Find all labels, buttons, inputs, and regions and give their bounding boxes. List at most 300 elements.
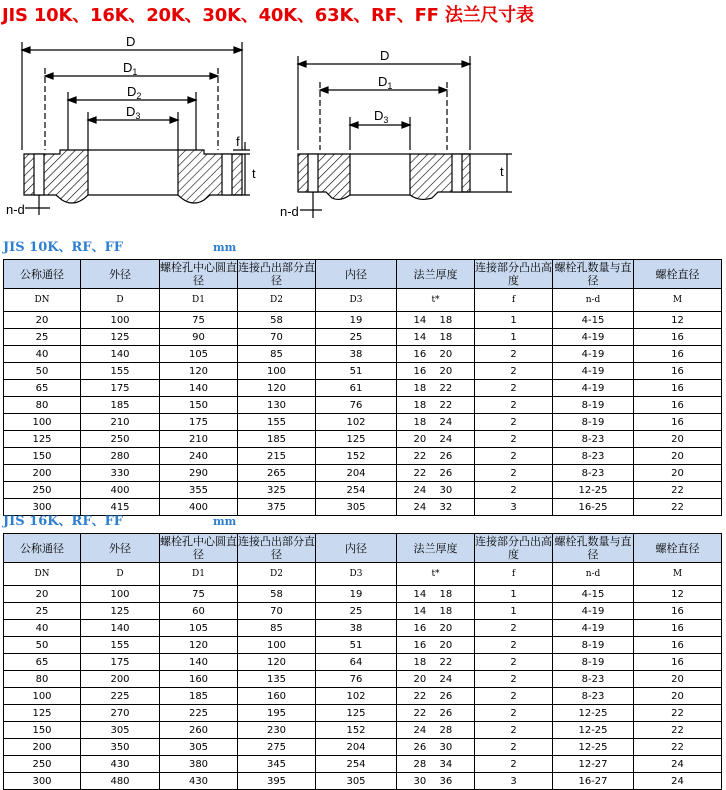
- table-cell: 2: [475, 465, 553, 482]
- thickness-cell: [397, 312, 475, 329]
- table-cell: 12: [634, 312, 722, 329]
- thickness-rf: 18: [439, 331, 453, 343]
- table-cell: 430: [160, 773, 238, 790]
- thickness-cell: [397, 705, 475, 722]
- table-cell: 2: [475, 620, 553, 637]
- thickness-ff: 22: [413, 467, 427, 479]
- table-cell: 20: [4, 586, 81, 603]
- table-cell: 51: [316, 637, 397, 654]
- table-cell: 280: [81, 448, 160, 465]
- table-cell: 8-19: [553, 397, 634, 414]
- col-header: 法兰厚度: [397, 260, 475, 289]
- thickness-ff: 22: [413, 450, 427, 462]
- thickness-cell: [397, 414, 475, 431]
- table-cell: 105: [160, 346, 238, 363]
- table-cell: 152: [316, 722, 397, 739]
- section-title-text: JIS 10K、RF、FF: [3, 240, 124, 255]
- thickness-ff: 28: [413, 758, 427, 770]
- dim-label-d2: $D_2$: [127, 84, 142, 101]
- table-cell: 1: [475, 603, 553, 620]
- table-row: [4, 705, 722, 722]
- table-cell: 60: [160, 603, 238, 620]
- table-cell: 2: [475, 414, 553, 431]
- flange-drawing: [0, 30, 726, 238]
- flange-table-10k: [3, 259, 722, 516]
- table-cell: 16: [634, 397, 722, 414]
- thickness-ff: 24: [413, 724, 427, 736]
- symbol-cell: D1: [160, 563, 238, 586]
- table-cell: 51: [316, 363, 397, 380]
- thickness-cell: [397, 739, 475, 756]
- table-cell: 25: [4, 329, 81, 346]
- thickness-rf: 26: [439, 450, 453, 462]
- table-cell: 2: [475, 739, 553, 756]
- table-cell: 16: [634, 620, 722, 637]
- table-cell: 80: [4, 397, 81, 414]
- table-cell: 204: [316, 465, 397, 482]
- table-cell: 155: [81, 363, 160, 380]
- thickness-rf: 36: [439, 775, 453, 787]
- symbol-cell: DN: [4, 563, 81, 586]
- thickness-cell: [397, 346, 475, 363]
- table-header-row: [4, 534, 722, 563]
- table-cell: 152: [316, 448, 397, 465]
- table-cell: 75: [160, 586, 238, 603]
- table-cell: 125: [316, 431, 397, 448]
- thickness-rf: 24: [439, 673, 453, 685]
- table-cell: 395: [238, 773, 316, 790]
- thickness-rf: 18: [439, 605, 453, 617]
- table-cell: 2: [475, 346, 553, 363]
- table-cell: 330: [81, 465, 160, 482]
- thickness-cell: [397, 397, 475, 414]
- table-cell: 16-27: [553, 773, 634, 790]
- col-header: 螺栓孔数量与直径: [554, 261, 632, 287]
- table-cell: 12: [634, 586, 722, 603]
- col-header: 公称通径: [4, 534, 81, 563]
- table-cell: 200: [81, 671, 160, 688]
- thickness-ff: 26: [413, 741, 427, 753]
- table-cell: 175: [160, 414, 238, 431]
- table-cell: 40: [4, 620, 81, 637]
- symbol-cell: t*: [397, 289, 475, 312]
- thickness-ff: 20: [413, 673, 427, 685]
- table-cell: 2: [475, 448, 553, 465]
- thickness-rf: 22: [439, 382, 453, 394]
- symbol-cell: M: [634, 289, 722, 312]
- table-row: [4, 431, 722, 448]
- thickness-cell: [397, 499, 475, 516]
- table-cell: 22: [634, 482, 722, 499]
- col-header: 内径: [316, 534, 397, 563]
- table-cell: 204: [316, 739, 397, 756]
- col-header: 螺栓孔数量与直径: [554, 535, 632, 561]
- table-cell: 150: [4, 448, 81, 465]
- symbol-cell: D2: [238, 563, 316, 586]
- section-unit: mm: [213, 515, 237, 528]
- thickness-rf: 22: [439, 399, 453, 411]
- table-cell: 12-27: [553, 756, 634, 773]
- table-row: [4, 586, 722, 603]
- table-cell: 8-23: [553, 465, 634, 482]
- table-cell: 22: [634, 705, 722, 722]
- table-cell: 8-19: [553, 637, 634, 654]
- table-cell: 254: [316, 756, 397, 773]
- col-header: 连接凸出部分直径: [238, 261, 315, 287]
- thickness-rf: 22: [439, 656, 453, 668]
- table-cell: 345: [238, 756, 316, 773]
- table-cell: 16: [634, 329, 722, 346]
- thickness-ff: 14: [413, 605, 427, 617]
- thickness-cell: [397, 637, 475, 654]
- col-header: 连接凸出部分直径: [238, 535, 315, 561]
- thickness-ff: 16: [413, 365, 427, 377]
- table-cell: 4-15: [553, 312, 634, 329]
- col-header: 连接部分凸出高度: [475, 261, 552, 287]
- table-cell: 1: [475, 329, 553, 346]
- table-cell: 155: [238, 414, 316, 431]
- thickness-rf: 26: [439, 707, 453, 719]
- thickness-ff: 30: [413, 775, 427, 787]
- thickness-rf: 18: [439, 314, 453, 326]
- thickness-rf: 34: [439, 758, 453, 770]
- dim-label-d1: $D_1$: [123, 60, 138, 77]
- col-header: 外径: [81, 534, 160, 563]
- table-row: [4, 482, 722, 499]
- table-cell: 175: [81, 654, 160, 671]
- table-cell: 125: [4, 431, 81, 448]
- table-cell: 16: [634, 380, 722, 397]
- table-row: [4, 312, 722, 329]
- table-cell: 2: [475, 431, 553, 448]
- thickness-cell: [397, 482, 475, 499]
- col-header: 螺栓孔中心圆直径: [160, 535, 237, 561]
- table-cell: 8-23: [553, 671, 634, 688]
- table-cell: 50: [4, 637, 81, 654]
- thickness-ff: 18: [413, 656, 427, 668]
- symbol-cell: DN: [4, 289, 81, 312]
- table-cell: 16: [634, 414, 722, 431]
- table-cell: 20: [634, 671, 722, 688]
- table-cell: 225: [81, 688, 160, 705]
- table-cell: 8-23: [553, 688, 634, 705]
- thickness-cell: [397, 380, 475, 397]
- thickness-rf: 24: [439, 433, 453, 445]
- table-cell: 265: [238, 465, 316, 482]
- page-title: JIS 10K、16K、20K、30K、40K、63K、RF、FF 法兰尺寸表: [2, 5, 534, 26]
- thickness-rf: 26: [439, 690, 453, 702]
- table-row: [4, 620, 722, 637]
- dim-label-d1-ff: $D_1$: [378, 74, 393, 91]
- table-cell: 105: [160, 620, 238, 637]
- table-cell: 4-19: [553, 620, 634, 637]
- thickness-ff: 14: [413, 331, 427, 343]
- table-cell: 130: [238, 397, 316, 414]
- table-cell: 4-19: [553, 346, 634, 363]
- thickness-ff: 16: [413, 348, 427, 360]
- table-cell: 22: [634, 739, 722, 756]
- thickness-cell: [397, 620, 475, 637]
- thickness-cell: [397, 654, 475, 671]
- table-cell: 100: [238, 363, 316, 380]
- table-cell: 270: [81, 705, 160, 722]
- table-cell: 38: [316, 620, 397, 637]
- dim-label-nd-ff: n-d: [280, 204, 299, 219]
- table-row: [4, 414, 722, 431]
- table-cell: 4-19: [553, 363, 634, 380]
- table-cell: 90: [160, 329, 238, 346]
- table-cell: 8-19: [553, 654, 634, 671]
- table-cell: 215: [238, 448, 316, 465]
- thickness-cell: [397, 756, 475, 773]
- thickness-rf: 20: [439, 622, 453, 634]
- table-cell: 305: [81, 722, 160, 739]
- dim-label-d-ff: D: [380, 48, 390, 63]
- symbol-cell: n-d: [553, 563, 634, 586]
- table-cell: 22: [634, 499, 722, 516]
- flange-drawing-ff: [298, 56, 512, 218]
- table-cell: 480: [81, 773, 160, 790]
- table-cell: 120: [160, 363, 238, 380]
- table-cell: 12-25: [553, 739, 634, 756]
- table-cell: 40: [4, 346, 81, 363]
- table-cell: 325: [238, 482, 316, 499]
- table-cell: 85: [238, 620, 316, 637]
- table-cell: 430: [81, 756, 160, 773]
- table-cell: 185: [160, 688, 238, 705]
- table-header-row: [4, 260, 722, 289]
- table-cell: 19: [316, 312, 397, 329]
- table-cell: 3: [475, 773, 553, 790]
- dim-label-t: t: [252, 166, 256, 181]
- section-title-10k: [3, 239, 237, 257]
- table-cell: 230: [238, 722, 316, 739]
- col-header: 螺栓孔中心圆直径: [160, 261, 237, 287]
- table-cell: 100: [81, 586, 160, 603]
- table-cell: 260: [160, 722, 238, 739]
- thickness-cell: [397, 431, 475, 448]
- table-cell: 210: [160, 431, 238, 448]
- symbol-cell: M: [634, 563, 722, 586]
- thickness-cell: [397, 586, 475, 603]
- table-cell: 195: [238, 705, 316, 722]
- table-cell: 350: [81, 739, 160, 756]
- table-cell: 380: [160, 756, 238, 773]
- table-cell: 4-15: [553, 586, 634, 603]
- thickness-ff: 14: [413, 588, 427, 600]
- table-cell: 19: [316, 586, 397, 603]
- col-header: 内径: [316, 260, 397, 289]
- table-cell: 70: [238, 603, 316, 620]
- table-cell: 20: [634, 431, 722, 448]
- table-cell: 20: [634, 448, 722, 465]
- table-row: [4, 346, 722, 363]
- table-cell: 20: [634, 465, 722, 482]
- thickness-rf: 32: [439, 501, 453, 513]
- table-row: [4, 329, 722, 346]
- table-row: [4, 397, 722, 414]
- table-cell: 24: [634, 756, 722, 773]
- table-cell: 275: [238, 739, 316, 756]
- table-row: [4, 465, 722, 482]
- table-cell: 102: [316, 414, 397, 431]
- thickness-ff: 14: [413, 314, 427, 326]
- table-row: [4, 603, 722, 620]
- symbol-cell: D3: [316, 563, 397, 586]
- symbol-cell: D: [81, 289, 160, 312]
- table-cell: 140: [160, 380, 238, 397]
- table-cell: 12-25: [553, 482, 634, 499]
- table-cell: 50: [4, 363, 81, 380]
- thickness-cell: [397, 722, 475, 739]
- thickness-rf: 20: [439, 639, 453, 651]
- table-cell: 254: [316, 482, 397, 499]
- thickness-rf: 20: [439, 348, 453, 360]
- col-header: 公称通径: [4, 260, 81, 289]
- table-row: [4, 756, 722, 773]
- thickness-cell: [397, 465, 475, 482]
- table-cell: 250: [81, 431, 160, 448]
- section-title-16k: [3, 513, 237, 531]
- thickness-ff: 16: [413, 639, 427, 651]
- table-cell: 125: [81, 603, 160, 620]
- table-cell: 140: [81, 346, 160, 363]
- symbol-cell: D3: [316, 289, 397, 312]
- table-cell: 305: [316, 773, 397, 790]
- table-cell: 2: [475, 637, 553, 654]
- table-cell: 16: [634, 654, 722, 671]
- table-row: [4, 363, 722, 380]
- table-cell: 25: [316, 603, 397, 620]
- thickness-ff: 24: [413, 501, 427, 513]
- thickness-ff: 18: [413, 399, 427, 411]
- table-cell: 20: [4, 312, 81, 329]
- table-cell: 160: [160, 671, 238, 688]
- table-cell: 305: [160, 739, 238, 756]
- table-cell: 2: [475, 482, 553, 499]
- table-cell: 8-23: [553, 448, 634, 465]
- table-cell: 8-19: [553, 414, 634, 431]
- table-cell: 100: [81, 312, 160, 329]
- thickness-cell: [397, 603, 475, 620]
- table-cell: 2: [475, 380, 553, 397]
- table-row: [4, 380, 722, 397]
- table-cell: 120: [238, 380, 316, 397]
- symbol-cell: D: [81, 563, 160, 586]
- table-cell: 100: [4, 688, 81, 705]
- table-cell: 225: [160, 705, 238, 722]
- table-cell: 70: [238, 329, 316, 346]
- thickness-rf: 30: [439, 484, 453, 496]
- table-cell: 185: [81, 397, 160, 414]
- table-cell: 3: [475, 499, 553, 516]
- table-cell: 20: [634, 688, 722, 705]
- table-cell: 2: [475, 671, 553, 688]
- table-cell: 100: [4, 414, 81, 431]
- table-cell: 305: [316, 499, 397, 516]
- table-cell: 135: [238, 671, 316, 688]
- table-cell: 160: [238, 688, 316, 705]
- table-cell: 2: [475, 688, 553, 705]
- table-cell: 58: [238, 312, 316, 329]
- table-cell: 300: [4, 773, 81, 790]
- table-cell: 290: [160, 465, 238, 482]
- dim-label-d: D: [126, 34, 136, 49]
- thickness-cell: [397, 329, 475, 346]
- table-cell: 65: [4, 654, 81, 671]
- table-cell: 4-19: [553, 380, 634, 397]
- table-cell: 185: [238, 431, 316, 448]
- thickness-cell: [397, 671, 475, 688]
- symbol-row: [4, 289, 722, 312]
- symbol-cell: f: [475, 563, 553, 586]
- table-cell: 24: [634, 773, 722, 790]
- symbol-cell: f: [475, 289, 553, 312]
- table-cell: 1: [475, 312, 553, 329]
- table-cell: 22: [634, 722, 722, 739]
- table-cell: 250: [4, 482, 81, 499]
- table-cell: 375: [238, 499, 316, 516]
- table-cell: 2: [475, 397, 553, 414]
- table-cell: 125: [4, 705, 81, 722]
- table-cell: 16: [634, 603, 722, 620]
- table-cell: 85: [238, 346, 316, 363]
- thickness-ff: 18: [413, 416, 427, 428]
- table-cell: 1: [475, 586, 553, 603]
- col-header: 螺栓直径: [634, 534, 722, 563]
- table-cell: 2: [475, 363, 553, 380]
- table-cell: 16: [634, 346, 722, 363]
- thickness-ff: 18: [413, 382, 427, 394]
- table-cell: 2: [475, 705, 553, 722]
- table-cell: 300: [4, 499, 81, 516]
- table-cell: 2: [475, 654, 553, 671]
- table-cell: 38: [316, 346, 397, 363]
- dim-label-f: f: [236, 134, 240, 149]
- thickness-rf: 28: [439, 724, 453, 736]
- table-cell: 210: [81, 414, 160, 431]
- thickness-rf: 18: [439, 588, 453, 600]
- table-cell: 120: [160, 637, 238, 654]
- thickness-rf: 24: [439, 416, 453, 428]
- dim-label-t-ff: t: [500, 164, 504, 179]
- thickness-cell: [397, 688, 475, 705]
- thickness-ff: 22: [413, 690, 427, 702]
- table-cell: 8-23: [553, 431, 634, 448]
- table-cell: 415: [81, 499, 160, 516]
- table-cell: 150: [160, 397, 238, 414]
- section-unit: mm: [213, 241, 237, 254]
- col-header: 法兰厚度: [397, 534, 475, 563]
- table-cell: 16: [634, 363, 722, 380]
- table-cell: 64: [316, 654, 397, 671]
- table-cell: 102: [316, 688, 397, 705]
- table-cell: 4-19: [553, 603, 634, 620]
- table-cell: 175: [81, 380, 160, 397]
- col-header: 螺栓直径: [634, 260, 722, 289]
- dim-label-d3-ff: $D_3$: [374, 108, 389, 125]
- table-row: [4, 637, 722, 654]
- thickness-cell: [397, 448, 475, 465]
- table-cell: 12-25: [553, 705, 634, 722]
- symbol-row: [4, 563, 722, 586]
- thickness-rf: 26: [439, 467, 453, 479]
- table-cell: 400: [81, 482, 160, 499]
- table-cell: 16-25: [553, 499, 634, 516]
- table-row: [4, 739, 722, 756]
- thickness-ff: 24: [413, 484, 427, 496]
- table-cell: 58: [238, 586, 316, 603]
